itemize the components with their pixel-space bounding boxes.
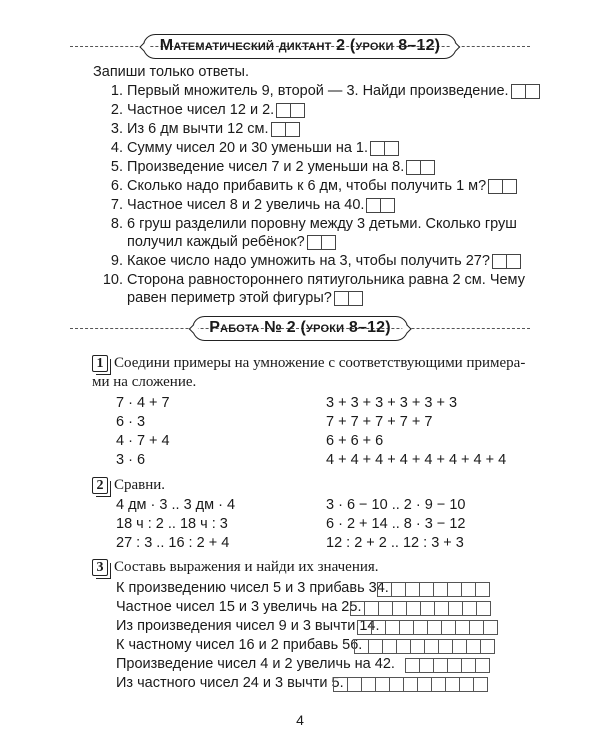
dictation-item-4: 4. Сумму чисел 20 и 30 уменьши на 1. xyxy=(103,139,399,158)
task-3-item: Из частного чисел 24 и 3 вычти 5. xyxy=(116,675,344,691)
task-1-left-expr: 7 · 4 + 7 xyxy=(116,395,170,411)
answer-cell[interactable] xyxy=(427,620,442,635)
task-3-item: Произведение чисел 4 и 2 увеличь на 42. xyxy=(116,656,395,672)
task-1-text: Соедини примеры на умножение с соответствующими примера- xyxy=(114,355,526,371)
dictation-item-10: 10. Сторона равностороннего пятиугольника равна 2 см. Чему xyxy=(102,272,525,288)
task-3-item: К частному чисел 16 и 2 прибавь 56. xyxy=(116,637,363,653)
answer-cell[interactable] xyxy=(483,620,498,635)
task-3-text: Составь выражения и найди их значения. xyxy=(114,559,379,575)
answer-cell[interactable] xyxy=(462,601,477,616)
answer-cell[interactable] xyxy=(455,620,470,635)
answer-cell[interactable] xyxy=(391,582,406,597)
answer-cell[interactable] xyxy=(392,601,407,616)
answer-cell[interactable] xyxy=(459,677,474,692)
answer-cell[interactable] xyxy=(405,582,420,597)
answer-cell[interactable] xyxy=(347,677,362,692)
answer-cell[interactable] xyxy=(461,658,476,673)
answer-cell[interactable] xyxy=(410,639,425,654)
task-1-right-expr: 4 + 4 + 4 + 4 + 4 + 4 + 4 + 4 xyxy=(326,452,507,468)
answer-cell[interactable] xyxy=(368,639,383,654)
task-2-number: 2 xyxy=(92,477,108,494)
task-1-left-expr: 4 · 7 + 4 xyxy=(116,433,170,449)
answer-cell[interactable] xyxy=(419,582,434,597)
task-2-left-compare: 18 ч : 2 .. 18 ч : 3 xyxy=(116,516,228,532)
dictation-item-8: 8. 6 груш разделили поровну между 3 детьми. Сколько груш xyxy=(110,216,517,232)
answer-grid[interactable] xyxy=(334,677,488,692)
answer-boxes[interactable] xyxy=(308,235,336,250)
answer-boxes[interactable] xyxy=(335,291,363,306)
page-number: 4 xyxy=(296,712,304,728)
answer-cell[interactable] xyxy=(399,620,414,635)
dictation-title: Математический диктант 2 (уроки 8–12) xyxy=(143,34,457,59)
answer-cell[interactable] xyxy=(475,658,490,673)
dictation-item-10-cont: равен периметр этой фигуры? xyxy=(127,289,363,308)
answer-cell[interactable] xyxy=(433,658,448,673)
answer-cell[interactable] xyxy=(405,658,420,673)
answer-cell[interactable] xyxy=(433,582,448,597)
task-2-left-compare: 27 : 3 .. 16 : 2 + 4 xyxy=(116,535,230,551)
dictation-item-7: 7. Частное чисел 8 и 2 увеличь на 40. xyxy=(103,196,395,215)
task-2-text: Сравни. xyxy=(114,477,166,493)
answer-cell[interactable] xyxy=(466,639,481,654)
task-3-item: Частное чисел 15 и 3 увеличь на 25. xyxy=(116,599,362,615)
task-1-left-expr: 6 · 3 xyxy=(116,414,146,430)
answer-cell[interactable] xyxy=(476,601,491,616)
task-1-right-expr: 7 + 7 + 7 + 7 + 7 xyxy=(326,414,433,430)
answer-cell[interactable] xyxy=(424,639,439,654)
answer-cell[interactable] xyxy=(377,582,392,597)
dictation-item-5: 5. Произведение чисел 7 и 2 уменьши на 8. xyxy=(103,158,435,177)
dictation-instruction: Запиши только ответы. xyxy=(93,64,249,80)
answer-cell[interactable] xyxy=(385,620,400,635)
task-3-item: К произведению чисел 5 и 3 прибавь 34. xyxy=(116,580,389,596)
answer-cell[interactable] xyxy=(480,639,495,654)
answer-cell[interactable] xyxy=(441,620,456,635)
answer-cell[interactable] xyxy=(475,582,490,597)
task-1-number: 1 xyxy=(92,355,108,372)
answer-cell[interactable] xyxy=(473,677,488,692)
answer-grid[interactable] xyxy=(358,620,498,635)
answer-cell[interactable] xyxy=(375,677,390,692)
answer-cell[interactable] xyxy=(357,620,372,635)
answer-cell[interactable] xyxy=(413,620,428,635)
answer-cell[interactable] xyxy=(364,601,379,616)
answer-cell[interactable] xyxy=(447,582,462,597)
answer-grid[interactable] xyxy=(355,639,495,654)
answer-cell[interactable] xyxy=(382,639,397,654)
dictation-item-9: 9. Какое число надо умножить на 3, чтобы получить 27? xyxy=(103,252,521,271)
task-1-text-cont: ми на сложение. xyxy=(92,374,197,390)
answer-boxes[interactable] xyxy=(489,179,517,194)
answer-boxes[interactable] xyxy=(367,198,395,213)
answer-grid[interactable] xyxy=(406,658,490,673)
answer-cell[interactable] xyxy=(419,658,434,673)
answer-cell[interactable] xyxy=(371,620,386,635)
dictation-item-2: 2. Частное чисел 12 и 2. xyxy=(103,101,305,120)
task-1-right-expr: 6 + 6 + 6 xyxy=(326,433,384,449)
answer-cell[interactable] xyxy=(445,677,460,692)
work-title: Работа № 2 (уроки 8–12) xyxy=(192,316,408,341)
task-2-right-compare: 12 : 2 + 2 .. 12 : 3 + 3 xyxy=(326,535,464,551)
answer-cell[interactable] xyxy=(403,677,418,692)
answer-boxes[interactable] xyxy=(277,103,305,118)
answer-cell[interactable] xyxy=(350,601,365,616)
answer-boxes[interactable] xyxy=(407,160,435,175)
answer-cell[interactable] xyxy=(420,601,435,616)
answer-cell[interactable] xyxy=(396,639,411,654)
dictation-item-1: 1. Первый множитель 9, второй — 3. Найди произведение. xyxy=(103,82,540,101)
task-2-left-compare: 4 дм · 3 .. 3 дм · 4 xyxy=(116,497,236,513)
answer-grid[interactable] xyxy=(351,601,491,616)
task-1-right-expr: 3 + 3 + 3 + 3 + 3 + 3 xyxy=(326,395,458,411)
answer-cell[interactable] xyxy=(361,677,376,692)
answer-cell[interactable] xyxy=(448,601,463,616)
answer-cell[interactable] xyxy=(447,658,462,673)
answer-cell[interactable] xyxy=(452,639,467,654)
answer-boxes[interactable] xyxy=(272,122,300,137)
answer-cell[interactable] xyxy=(406,601,421,616)
answer-boxes[interactable] xyxy=(371,141,399,156)
answer-cell[interactable] xyxy=(354,639,369,654)
task-3-item: Из произведения чисел 9 и 3 вычти 14. xyxy=(116,618,380,634)
answer-cell[interactable] xyxy=(417,677,432,692)
task-1-left-expr: 3 · 6 xyxy=(116,452,146,468)
answer-grid[interactable] xyxy=(378,582,490,597)
answer-cell[interactable] xyxy=(431,677,446,692)
answer-boxes[interactable] xyxy=(512,84,540,99)
dictation-item-6: 6. Сколько надо прибавить к 6 дм, чтобы получить 1 м? xyxy=(103,177,517,196)
answer-cell[interactable] xyxy=(434,601,449,616)
dictation-item-3: 3. Из 6 дм вычти 12 см. xyxy=(103,120,300,139)
answer-cell[interactable] xyxy=(461,582,476,597)
answer-cell[interactable] xyxy=(378,601,393,616)
task-3-number: 3 xyxy=(92,559,108,576)
answer-cell[interactable] xyxy=(438,639,453,654)
answer-cell[interactable] xyxy=(469,620,484,635)
answer-cell[interactable] xyxy=(333,677,348,692)
answer-cell[interactable] xyxy=(389,677,404,692)
task-2-right-compare: 3 · 6 − 10 .. 2 · 9 − 10 xyxy=(326,497,466,513)
dictation-item-8-cont: получил каждый ребёнок? xyxy=(127,233,336,252)
task-2-right-compare: 6 · 2 + 14 .. 8 · 3 − 12 xyxy=(326,516,466,532)
answer-boxes[interactable] xyxy=(493,254,521,269)
